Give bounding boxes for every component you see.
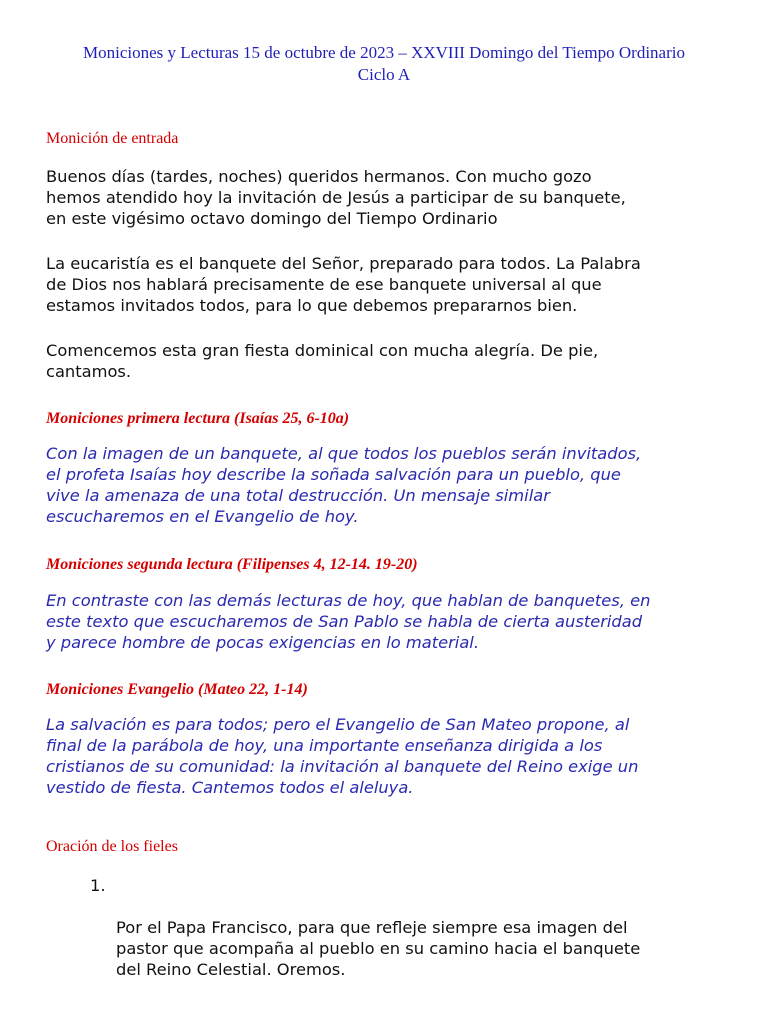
title-line-1: Moniciones y Lecturas 15 de octubre de 2023 – XXVIII Domingo del Tiempo Ordinario xyxy=(83,43,685,62)
heading-monicion-entrada: Monición de entrada xyxy=(46,130,179,147)
oracion-fieles-list xyxy=(88,875,728,980)
primera-lectura-text: Con la imagen de un banquete, al que todos los pueblos serán invitados, el profeta Isaías hoy describe la soñada salvación para un pueblo, que vive la amenaza de una total destrucción. Un mensaje similar escucharemos en el Evangelio de hoy. xyxy=(46,444,642,526)
title-line-2: Ciclo A xyxy=(357,65,411,84)
entrada-paragraph-2: La eucaristía es el banquete del Señor, preparado para todos. La Palabra de Dios nos hablará precisamente de ese banquete universal al que estamos invitados todos, para lo que debemos prepararnos bien. xyxy=(46,254,641,315)
entrada-paragraph-1: Buenos días (tardes, noches) queridos hermanos. Con mucho gozo hemos atendido hoy la invitación de Jesús a participar de su banquete, en este vigésimo octavo domingo del Tiempo Ordinario xyxy=(46,167,626,228)
heading-evangelio: Moniciones Evangelio (Mateo 22, 1-14) xyxy=(46,681,308,698)
list-item-number: 1. xyxy=(90,876,106,895)
heading-segunda-lectura: Moniciones segunda lectura (Filipenses 4, 12-14. 19-20) xyxy=(46,556,418,573)
heading-primera-lectura: Moniciones primera lectura (Isaías 25, 6-10a) xyxy=(46,410,350,427)
segunda-lectura-text: En contraste con las demás lecturas de hoy, que hablan de banquetes, en este texto que escucharemos de San Pablo se habla de cierta austeridad y parece hombre de pocas exigencias en lo material. xyxy=(46,591,651,652)
heading-oracion-fieles: Oración de los fieles xyxy=(46,838,178,855)
list-item xyxy=(88,875,728,980)
evangelio-text: La salvación es para todos; pero el Evangelio de San Mateo propone, al final de la parábola de hoy, una importante enseñanza dirigida a los cristianos de su comunidad: la invitación al banquete del Reino exige un vestido de fiesta. Cantemos todos el aleluya. xyxy=(46,715,639,797)
list-item-text: Por el Papa Francisco, para que refleje siempre esa imagen del pastor que acompaña al pueblo en su camino hacia el banquete del Reino Celestial. Oremos. xyxy=(116,918,641,979)
document-title xyxy=(0,42,768,86)
entrada-paragraph-3: Comencemos esta gran fiesta dominical con mucha alegría. De pie, cantamos. xyxy=(46,341,599,381)
